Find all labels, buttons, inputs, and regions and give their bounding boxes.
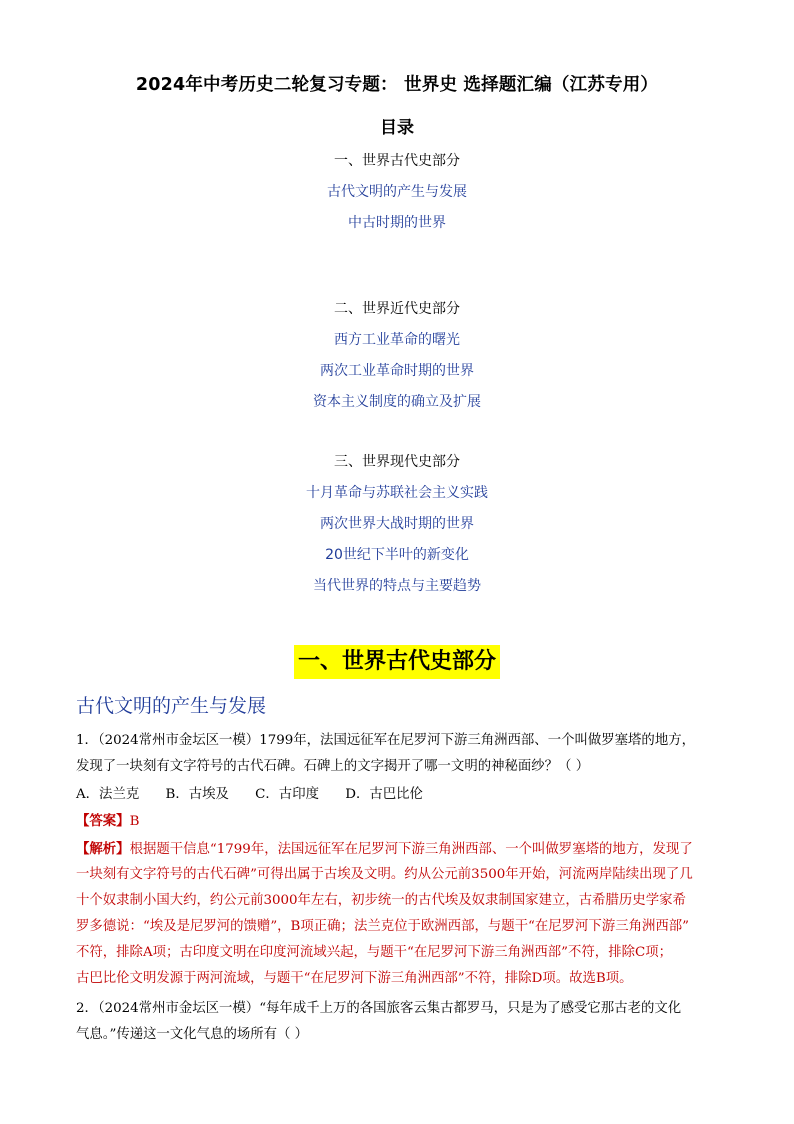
toc-link-medieval-world[interactable]: 中古时期的世界 <box>348 215 446 231</box>
option-c: C．古印度 <box>255 787 319 802</box>
toc-link-october-revolution[interactable]: 十月革命与苏联社会主义实践 <box>306 485 488 501</box>
part-heading: 一、世界古代史部分 <box>294 645 500 679</box>
answer-tag: 【答案】 <box>76 813 130 829</box>
toc-link-late-20th-century[interactable]: 20世纪下半叶的新变化 <box>325 547 469 563</box>
question-1-analysis-line-4: 罗多德说：“埃及是尼罗河的馈赠”，B项正确；法兰克位于欧洲西部，与题干“在尼罗河下游三角洲西部” <box>76 919 690 934</box>
question-1-analysis-line-6: 古巴比伦文明发源于两河流域，与题干“在尼罗河下游三角洲西部”不符，排除D项。故选B项。 <box>76 971 633 986</box>
toc-link-two-industrial-revolutions[interactable]: 两次工业革命时期的世界 <box>320 363 474 379</box>
question-1-analysis-line-2: 一块刻有文字符号的古代石碑”可得出属于古埃及文明。约从公元前3500年开始，河流两岸陆续出现了几 <box>76 867 693 882</box>
toc-heading: 目录 <box>380 118 414 138</box>
analysis-tag: 【解析】 <box>76 841 130 857</box>
question-1-stem-line-1: 1．（2024常州市金坛区一模）1799年，法国远征军在尼罗河下游三角洲西部、一个叫做罗塞塔的地方， <box>76 733 695 748</box>
document-title: 2024年中考历史二轮复习专题： 世界史 选择题汇编（江苏专用） <box>135 75 659 95</box>
toc-link-industrial-dawn[interactable]: 西方工业革命的曙光 <box>334 332 460 348</box>
option-b: B．古埃及 <box>165 787 229 802</box>
question-1-analysis-line-5: 不符，排除A项；古印度文明在印度河流域兴起，与题干“在尼罗河下游三角洲西部”不符，排除C项； <box>76 945 673 960</box>
toc-section-modern[interactable]: 二、世界近代史部分 <box>334 301 460 317</box>
toc-link-world-wars[interactable]: 两次世界大战时期的世界 <box>320 516 474 532</box>
toc-link-capitalism[interactable]: 资本主义制度的确立及扩展 <box>313 394 481 410</box>
question-1-options <box>76 782 724 808</box>
question-2-stem-line-2: 气息。”传递这一文化气息的场所有（ ） <box>76 1027 309 1042</box>
sub-heading: 古代文明的产生与发展 <box>76 695 267 717</box>
question-1-stem-line-2: 发现了一块刻有文字符号的古代石碑。石碑上的文字揭开了哪一文明的神秘面纱？（ ） <box>76 759 590 774</box>
option-a: A．法兰克 <box>76 787 140 802</box>
toc-link-ancient-civilizations[interactable]: 古代文明的产生与发展 <box>327 184 467 200</box>
toc-section-ancient[interactable]: 一、世界古代史部分 <box>334 153 460 169</box>
question-1-analysis-line-3: 十个奴隶制小国大约，约公元前3000年左右，初步统一的古代埃及奴隶制国家建立，古希腊历史学家希 <box>76 893 686 908</box>
question-2-stem-line-1: 2．（2024常州市金坛区一模）“每年成千上万的各国旅客云集古都罗马，只是为了感受它那古老的文化 <box>76 1001 682 1016</box>
option-d: D．古巴比伦 <box>345 787 423 802</box>
question-1-analysis-line-1 <box>76 836 724 863</box>
question-1-answer <box>76 808 724 835</box>
part-heading-wrap <box>0 645 794 679</box>
analysis-text-1: 根据题干信息“1799年，法国远征军在尼罗河下游三角洲西部、一个叫做罗塞塔的地方，发现了 <box>129 842 693 857</box>
toc-section-contemporary[interactable]: 三、世界现代史部分 <box>334 454 460 470</box>
toc-link-contemporary-trends[interactable]: 当代世界的特点与主要趋势 <box>313 578 481 594</box>
answer-value: B <box>129 814 140 829</box>
